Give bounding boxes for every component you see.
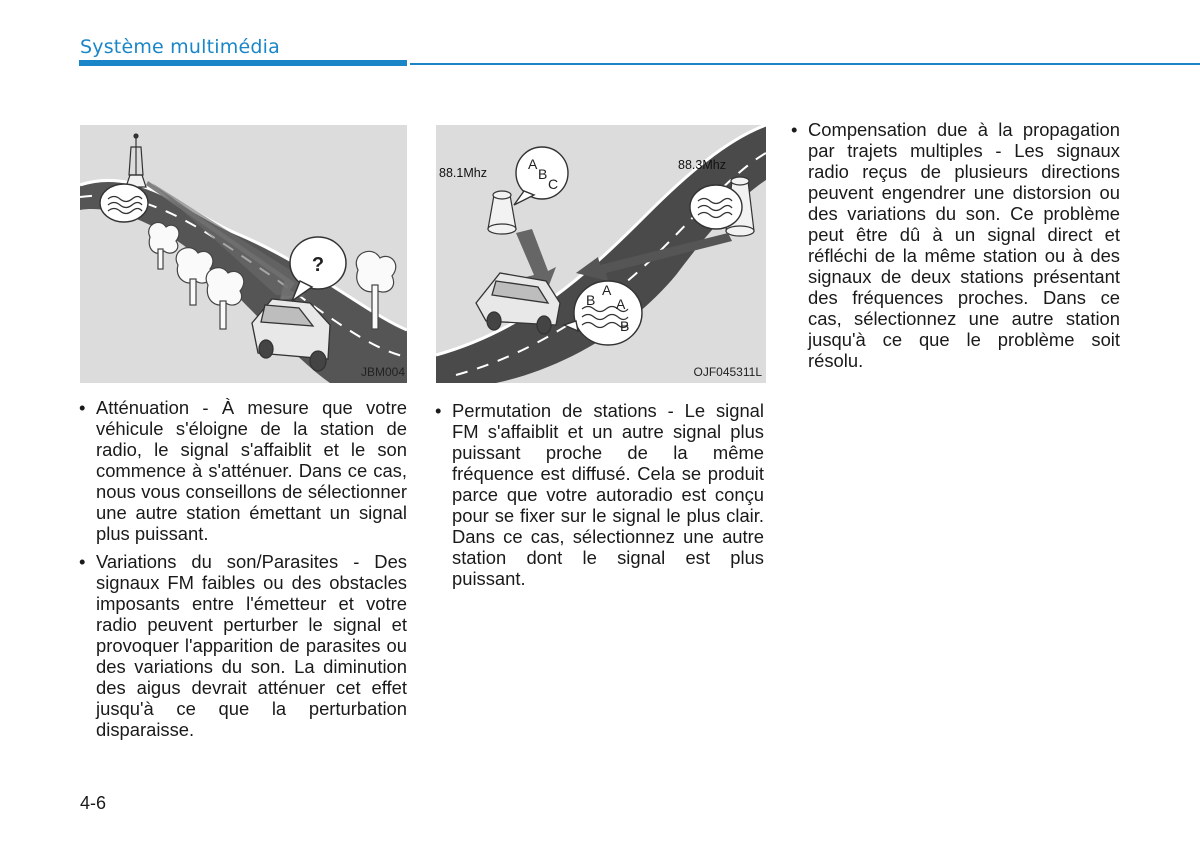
svg-text:B: B	[538, 166, 548, 182]
bullet-sound-variations: • Variations du son/Parasites - Des signaux FM faibles ou des obstacles imposants entre l'émetteur et votre radio peuvent perturber le signal et provoquer l'apparition de parasites ou des variations du son. La diminution des aigus devrait atténuer cet effet jusqu'à ce que la perturbation disparaisse.	[78, 551, 407, 740]
station-switch-illustration	[436, 125, 766, 383]
svg-text:A: A	[528, 156, 538, 172]
section-title: Système multimédia	[80, 36, 280, 58]
page-number: 4-6	[80, 793, 107, 813]
figure-code: OJF045311L	[693, 365, 762, 379]
header-rule-thin	[410, 63, 1200, 65]
svg-text:C: C	[548, 176, 559, 192]
sound-wave-bubble-icon	[100, 184, 148, 222]
svg-text:A: A	[602, 282, 612, 298]
column-left	[78, 397, 407, 747]
column-right	[790, 119, 1120, 378]
bullet-station-switch: • Permutation de stations - Le signal FM s'affaiblit et un autre signal plus puissant proche de la même fréquence est diffusé. Cela se produit parce que votre autoradio est conçu pour se fixer sur le signal le plus clair. Dans ce cas, sélectionnez une autre station dont le signal est plus puissant.	[434, 400, 764, 589]
sound-wave-bubble-right-icon	[690, 185, 742, 229]
attenuation-illustration	[80, 125, 407, 383]
abc-bubble-icon	[514, 147, 568, 205]
freq-label-left: 88.1Mhz	[439, 166, 487, 180]
column-middle	[434, 400, 764, 596]
radio-tower-left-icon	[488, 191, 516, 234]
figure-attenuation	[80, 125, 407, 383]
bullet-multipath: • Compensation due à la propagation par trajets multiples - Les signaux radio reçus de plusieurs directions peuvent engendrer une distorsion ou des variations du son. Ce problème peut être dû à un signal direct et réfléchi de la même station ou à des signaux de deux stations présentant des fréquences proches. Dans ce cas, sélectionnez une autre station jusqu'à ce que le problème soit résolu.	[790, 119, 1120, 371]
svg-text:B: B	[620, 318, 630, 334]
figure-station-switch	[436, 125, 766, 383]
header-rule-thick	[79, 60, 407, 66]
svg-text:B: B	[586, 292, 596, 308]
figure-code: JBM004	[360, 365, 405, 379]
svg-text:A: A	[616, 296, 626, 312]
bullet-attenuation: • Atténuation - À mesure que votre véhicule s'éloigne de la station de radio, le signal s'affaiblit et le son commence à s'atténuer. Dans ce cas, nous vous conseillons de sélectionner une autre station émettant un signal plus puissant.	[78, 397, 407, 544]
radio-tower-icon	[126, 134, 146, 187]
bubble-question-mark: ?	[311, 254, 325, 276]
freq-label-right: 88.3Mhz	[678, 158, 726, 172]
